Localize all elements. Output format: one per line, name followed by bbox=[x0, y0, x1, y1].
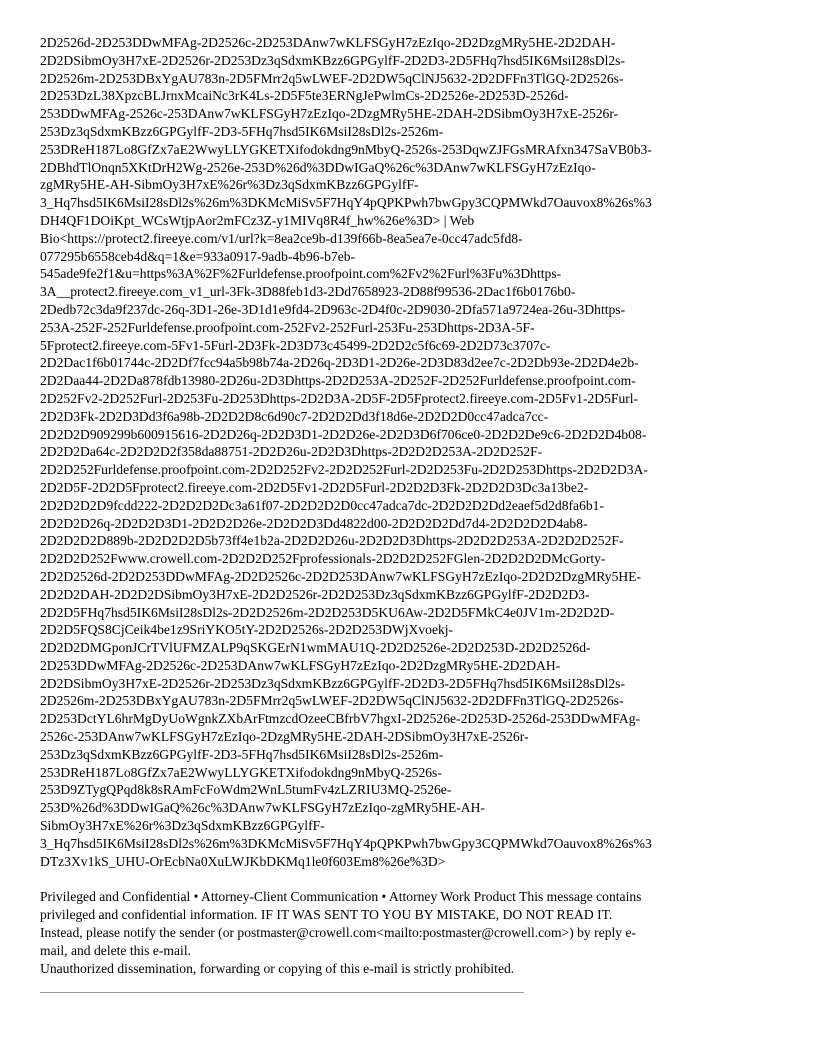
url-text-line: 2D2D252Furldefense.proofpoint.com-2D2D252Fv2-2D2D252Furl-2D2D253Fu-2D2D253Dhttps-2D2D2D3A- bbox=[40, 462, 648, 478]
url-text-line: 253DDwMFAg-2526c-253DAnw7wKLFSGyH7zEzIqo-2DzgMRy5HE-2DAH-2DSibmOy3H7xE-2526r- bbox=[40, 106, 619, 122]
url-text-line: 2526c-253DAnw7wKLFSGyH7zEzIqo-2DzgMRy5HE-2DAH-2DSibmOy3H7xE-2526r- bbox=[40, 729, 529, 745]
url-text-line: 2D2D2D26q-2D2D2D3D1-2D2D2D26e-2D2D2D3Dd4822d00-2D2D2D2Dd7d4-2D2D2D2D4ab8- bbox=[40, 515, 588, 531]
url-text-line: 3_Hq7hsd5IK6MsiI28sDl2s%26m%3DKMcMiSv5F7HqY4pQPKPwh7bwGpy3CQPMWkd7Oauvox8%26s%3 bbox=[40, 835, 652, 851]
url-text-line: 545ade9fe2f1&u=https%3A%2F%2Furldefense.proofpoint.com%2Fv2%2Furl%3Fu%3Dhttps- bbox=[40, 266, 562, 282]
url-text-line: 2DBhdTlOnqn5XKtDrH2Wg-2526e-253D%26d%3DDwIGaQ%26c%3DAnw7wKLFSGyH7zEzIqo- bbox=[40, 159, 596, 175]
url-text-line: 3A__protect2.fireeye.com_v1_url-3Fk-3D88feb1d3-2Dd7658923-2D88f99536-2Dac1f6b0176b0- bbox=[40, 284, 576, 300]
url-text-line: 2D253DzL38XpzcBLJrnxMcaiNc3rK4Ls-2D5F5te3ERNgJePwlmCs-2D2526e-2D253D-2526d- bbox=[40, 88, 569, 104]
url-text-line: 077295b6558ceb4d&q=1&e=933a0917-9adb-4b96-b7eb- bbox=[40, 248, 356, 264]
url-text-line: 2D2D5FQS8CjCeik4be1z9SriYKO5tY-2D2D2526s-2D2D253DWjXvoekj- bbox=[40, 622, 454, 638]
url-text-line: 2D253DctYL6hrMgDyUoWgnkZXbArFtmzcdOzeeCBfrbV7hgxI-2D2526e-2D253D-2526d-253DDwMFAg- bbox=[40, 711, 641, 727]
paragraph-gap bbox=[40, 870, 780, 888]
url-text-line: 2D2526m-2D253DBxYgAU783n-2D5FMrr2q5wLWEF-2D2DW5qClNJ5632-2D2DFFn3TlGQ-2D2526s- bbox=[40, 70, 624, 86]
url-text-line: 253Dz3qSdxmKBzz6GPGylfF-2D3-5FHq7hsd5IK6MsiI28sDl2s-2526m- bbox=[40, 746, 444, 762]
url-text-line: 2D2D2D2D9fcdd222-2D2D2D2Dc3a61f07-2D2D2D2D0cc47adca7dc-2D2D2D2Dd2eaef5d2d8fa6b1- bbox=[40, 497, 604, 513]
url-text-line: 253DReH187Lo8GfZx7aE2WwyLLYGKETXifodokdng9nMbyQ-2526s- bbox=[40, 764, 442, 780]
url-text-line: 2D2D5FHq7hsd5IK6MsiI28sDl2s-2D2D2526m-2D2D253D5KU6Aw-2D2D5FMkC4e0JV1m-2D2D2D- bbox=[40, 604, 615, 620]
notice-line: Instead, please notify the sender (or postmaster@crowell.com<mailto:postmaster@crowell.com>) by reply e- bbox=[40, 925, 637, 941]
url-text-line: 3_Hq7hsd5IK6MsiI28sDl2s%26m%3DKMcMiSv5F7HqY4pQPKPwh7bwGpy3CQPMWkd7Oauvox8%26s%3 bbox=[40, 195, 652, 211]
url-text-line: 2D2D2D909299b600915616-2D2D26q-2D2D3D1-2D2D26e-2D2D3D6f706ce0-2D2D2De9c6-2D2D2D4b08- bbox=[40, 426, 647, 442]
url-text-line: 2D2Dac1f6b01744c-2D2Df7fcc94a5b98b74a-2D26q-2D3D1-2D26e-2D3D83d2ee7c-2D2Db93e-2D2D4e2b- bbox=[40, 355, 639, 371]
url-text-line: 2D2D3Fk-2D2D3Dd3f6a98b-2D2D2D8c6d90c7-2D2D2Dd3f18d6e-2D2D2D0cc47adca7cc- bbox=[40, 408, 549, 424]
url-text-line: 253D9ZTygQPqd8k8sRAmFcFoWdm2WnL5tumFv4zLZRIU3MQ-2526e- bbox=[40, 782, 452, 798]
notice-line: privileged and confidential information. IF IT WAS SENT TO YOU BY MISTAKE, DO NOT READ IT. bbox=[40, 907, 613, 923]
url-text-line: 2D2DSibmOy3H7xE-2D2526r-2D253Dz3qSdxmKBzz6GPGylfF-2D2D3-2D5FHq7hsd5IK6MsiI28sDl2s- bbox=[40, 675, 626, 691]
url-text-line: Bio<https://protect2.fireeye.com/v1/url?k=8ea2ce9b-d139f66b-8ea5ea7e-0cc47adc5fd8- bbox=[40, 230, 523, 246]
url-text-line: DH4QF1DOiKpt_WCsWtjpAor2mFCz3Z-y1MIVq8R4f_hw%26e%3D> | Web bbox=[40, 212, 475, 228]
email-document-page bbox=[40, 34, 780, 993]
url-text-block bbox=[40, 34, 780, 870]
url-text-line: 2D2526m-2D253DBxYgAU783n-2D5FMrr2q5wLWEF-2D2DW5qClNJ5632-2D2DFFn3TlGQ-2D2526s- bbox=[40, 693, 624, 709]
url-text-line: 2D2D2D252Fwww.crowell.com-2D2D2D252Fprofessionals-2D2D2D252FGlen-2D2D2D2DMcGorty- bbox=[40, 551, 606, 567]
url-text-line: 253D%26d%3DDwIGaQ%26c%3DAnw7wKLFSGyH7zEzIqo-zgMRy5HE-AH- bbox=[40, 800, 485, 816]
confidentiality-notice bbox=[40, 888, 780, 959]
signature-divider bbox=[40, 992, 524, 993]
url-text-line: 2D252Fv2-2D252Furl-2D253Fu-2D253Dhttps-2D2D3A-2D5F-2D5Fprotect2.fireeye.com-2D5Fv1-2D5Furl- bbox=[40, 390, 639, 406]
url-text-line: 2D2D2DMGponJCrTVlUFMZALP9qSKGErN1wmMAU1Q-2D2D2526e-2D2D253D-2D2D2526d- bbox=[40, 640, 591, 656]
url-text-line: 2D2D2526d-2D2D253DDwMFAg-2D2D2526c-2D2D253DAnw7wKLFSGyH7zEzIqo-2D2D2DzgMRy5HE- bbox=[40, 568, 642, 584]
url-text-line: DTz3Xv1kS_UHU-OrEcbNa0XuLWJKbDKMq1le0f603Em8%26e%3D> bbox=[40, 853, 446, 869]
unauthorized-notice: Unauthorized dissemination, forwarding or copying of this e-mail is strictly prohibited. bbox=[40, 960, 515, 976]
url-text-line: 253Dz3qSdxmKBzz6GPGylfF-2D3-5FHq7hsd5IK6MsiI28sDl2s-2526m- bbox=[40, 123, 444, 139]
url-text-line: 2D2D5F-2D2D5Fprotect2.fireeye.com-2D2D5Fv1-2D2D5Furl-2D2D2D3Fk-2D2D2D3Dc3a13be2- bbox=[40, 479, 589, 495]
url-text-line: SibmOy3H7xE%26r%3Dz3qSdxmKBzz6GPGylfF- bbox=[40, 818, 325, 834]
url-text-line: 2D2Daa44-2D2Da878fdb13980-2D26u-2D3Dhttps-2D2D253A-2D252F-2D252Furldefense.proofpoint.com- bbox=[40, 373, 636, 389]
url-text-line: 2D2DSibmOy3H7xE-2D2526r-2D253Dz3qSdxmKBzz6GPGylfF-2D2D3-2D5FHq7hsd5IK6MsiI28sDl2s- bbox=[40, 52, 626, 68]
url-text-line: 253A-252F-252Furldefense.proofpoint.com-252Fv2-252Furl-253Fu-253Dhttps-2D3A-5F- bbox=[40, 319, 535, 335]
url-text-line: zgMRy5HE-AH-SibmOy3H7xE%26r%3Dz3qSdxmKBzz6GPGylfF- bbox=[40, 177, 419, 193]
url-text-line: 2D2D2Da64c-2D2D2D2f358da88751-2D2D26u-2D2D3Dhttps-2D2D2D253A-2D2D252F- bbox=[40, 444, 543, 460]
notice-line: mail, and delete this e-mail. bbox=[40, 942, 191, 958]
url-text-line: 5Fprotect2.fireeye.com-5Fv1-5Furl-2D3Fk-2D3D73c45499-2D2D2c5f6c69-2D2D73c3707c- bbox=[40, 337, 551, 353]
notice-line: Privileged and Confidential • Attorney-Client Communication • Attorney Work Product This message contains bbox=[40, 889, 642, 905]
url-text-line: 2D253DDwMFAg-2D2526c-2D253DAnw7wKLFSGyH7zEzIqo-2D2DzgMRy5HE-2D2DAH- bbox=[40, 657, 561, 673]
url-text-line: 2Dedb72c3da9f237dc-26q-3D1-26e-3D1d1e9fd4-2D963c-2D4f0c-2D9030-2Dfa571a9724ea-26u-3Dhttps- bbox=[40, 301, 626, 317]
url-text-line: 2D2D2D2D889b-2D2D2D2D5b73ff4e1b2a-2D2D2D26u-2D2D2D3Dhttps-2D2D2D253A-2D2D2D252F- bbox=[40, 533, 624, 549]
url-text-line: 2D2526d-2D253DDwMFAg-2D2526c-2D253DAnw7wKLFSGyH7zEzIqo-2D2DzgMRy5HE-2D2DAH- bbox=[40, 35, 616, 50]
url-text-line: 2D2D2DAH-2D2D2DSibmOy3H7xE-2D2D2526r-2D2D253Dz3qSdxmKBzz6GPGylfF-2D2D2D3- bbox=[40, 586, 590, 602]
url-text-line: 253DReH187Lo8GfZx7aE2WwyLLYGKETXifodokdng9nMbyQ-2526s-253DqwZJFGsMRAfxn347SaVB0b3- bbox=[40, 141, 652, 157]
